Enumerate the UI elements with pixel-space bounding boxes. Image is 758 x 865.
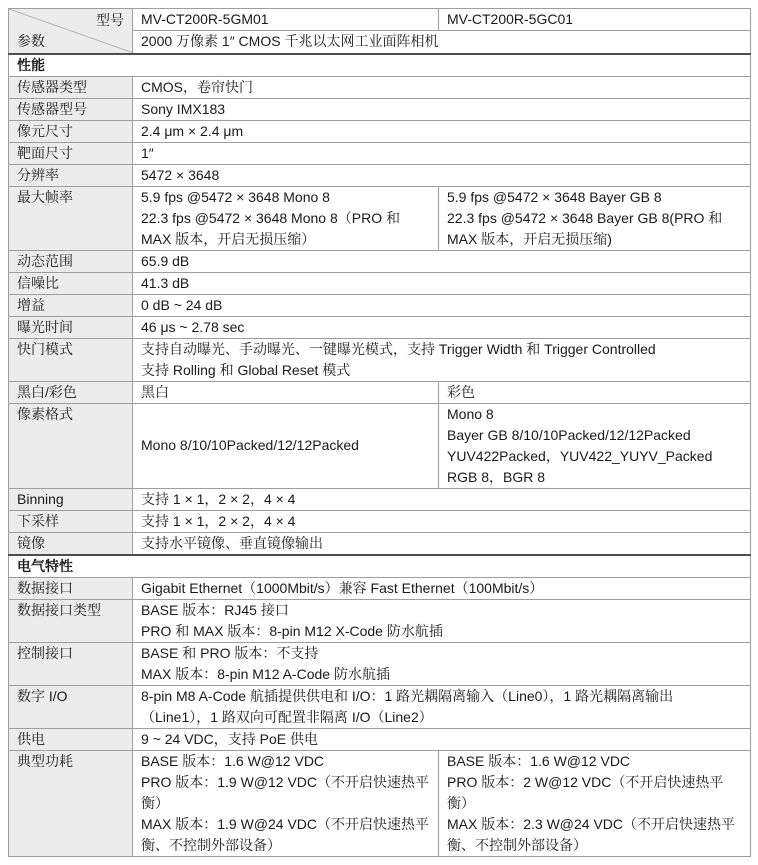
spec-row-label: 数据接口类型 bbox=[9, 599, 133, 642]
spec-row-label: 控制接口 bbox=[9, 642, 133, 685]
spec-row bbox=[9, 599, 751, 642]
spec-row-label: 动态范围 bbox=[9, 250, 133, 272]
spec-value-line: 0 dB ~ 24 dB bbox=[141, 296, 223, 313]
spec-value-cell bbox=[133, 338, 751, 381]
spec-value-cell bbox=[133, 76, 751, 98]
spec-value-line: 支持水平镜像、垂直镜像输出 bbox=[141, 534, 323, 551]
spec-row-label: 传感器型号 bbox=[9, 98, 133, 120]
spec-value-cell bbox=[133, 510, 751, 532]
spec-value-line: PRO 和 MAX 版本：8-pin M12 X-Code 防水航插 bbox=[141, 622, 443, 639]
spec-row bbox=[9, 76, 751, 98]
spec-row bbox=[9, 164, 751, 186]
spec-value-line: Sony IMX183 bbox=[141, 100, 226, 117]
spec-row bbox=[9, 294, 751, 316]
spec-value-line: MAX 版本：1.9 W@24 VDC（不开启快速热平衡、不控制外部设备） bbox=[141, 815, 430, 853]
spec-row-label: 供电 bbox=[9, 728, 133, 750]
spec-row bbox=[9, 142, 751, 164]
spec-value-line: 1″ bbox=[141, 144, 154, 161]
spec-row bbox=[9, 685, 751, 728]
spec-value-line: 5472 × 3648 bbox=[141, 166, 220, 183]
spec-value-cell bbox=[133, 403, 439, 488]
spec-value-line: 2.4 μm × 2.4 μm bbox=[141, 122, 244, 139]
spec-row bbox=[9, 381, 751, 403]
spec-value-line: 41.3 dB bbox=[141, 274, 190, 291]
spec-value-line: 彩色 bbox=[447, 383, 475, 400]
model-header-row bbox=[9, 9, 751, 31]
spec-value-cell bbox=[439, 403, 751, 488]
spec-row-label: 数字 I/O bbox=[9, 685, 133, 728]
section-title: 电气特性 bbox=[9, 555, 751, 578]
spec-row bbox=[9, 272, 751, 294]
spec-row bbox=[9, 728, 751, 750]
spec-value-cell bbox=[133, 599, 751, 642]
spec-row-label: 像元尺寸 bbox=[9, 120, 133, 142]
spec-value-line: BASE 版本：1.6 W@12 VDC bbox=[141, 752, 325, 769]
spec-row-label: 最大帧率 bbox=[9, 186, 133, 250]
spec-row-label: 下采样 bbox=[9, 510, 133, 532]
corner-cell bbox=[9, 9, 133, 54]
spec-row bbox=[9, 98, 751, 120]
spec-row-label: Binning bbox=[9, 488, 133, 510]
section-header-row bbox=[9, 555, 751, 578]
spec-value-line: CMOS，卷帘快门 bbox=[141, 78, 253, 95]
spec-row-label: 靶面尺寸 bbox=[9, 142, 133, 164]
spec-row-label: 信噪比 bbox=[9, 272, 133, 294]
spec-value-line: 支持自动曝光、手动曝光、一键曝光模式，支持 Trigger Width 和 Trigger Controlled bbox=[141, 340, 656, 357]
spec-value-cell bbox=[133, 120, 751, 142]
product-description: 2000 万像素 1″ CMOS 千兆以太网工业面阵相机 bbox=[133, 31, 751, 54]
spec-value-cell bbox=[133, 98, 751, 120]
spec-value-cell bbox=[133, 750, 439, 856]
spec-value-cell bbox=[133, 488, 751, 510]
spec-row bbox=[9, 488, 751, 510]
spec-value-line: 9 ~ 24 VDC，支持 PoE 供电 bbox=[141, 730, 319, 747]
spec-row bbox=[9, 532, 751, 555]
spec-value-line: BASE 版本：RJ45 接口 bbox=[141, 601, 289, 618]
spec-value-line: YUV422Packed，YUV422_YUYV_Packed bbox=[447, 447, 713, 464]
spec-value-line: Mono 8 bbox=[447, 405, 494, 422]
spec-row bbox=[9, 577, 751, 599]
spec-value-line: BASE 和 PRO 版本：不支持 bbox=[141, 644, 319, 661]
spec-row bbox=[9, 403, 751, 488]
spec-row bbox=[9, 642, 751, 685]
spec-value-cell bbox=[133, 142, 751, 164]
camera-spec-table bbox=[8, 8, 751, 857]
spec-value-line: 8-pin M8 A-Code 航插提供供电和 I/O：1 路光耦隔离输入（Line0），1 路光耦隔离输出（Line1），1 路双向可配置非隔离 I/O（Line2） bbox=[141, 687, 674, 725]
spec-row-label: 像素格式 bbox=[9, 403, 133, 488]
spec-row-label: 分辨率 bbox=[9, 164, 133, 186]
spec-value-line: 支持 1 × 1，2 × 2，4 × 4 bbox=[141, 512, 296, 529]
spec-value-cell bbox=[133, 250, 751, 272]
spec-value-line: BASE 版本：1.6 W@12 VDC bbox=[447, 752, 631, 769]
spec-value-line: PRO 版本：1.9 W@12 VDC（不开启快速热平衡） bbox=[141, 773, 430, 811]
spec-value-cell bbox=[133, 532, 751, 555]
spec-row-label: 增益 bbox=[9, 294, 133, 316]
spec-value-cell bbox=[133, 577, 751, 599]
spec-value-cell bbox=[133, 272, 751, 294]
corner-label-model: 型号 bbox=[96, 12, 124, 28]
spec-value-cell bbox=[133, 685, 751, 728]
spec-row-label: 镜像 bbox=[9, 532, 133, 555]
spec-value-cell bbox=[133, 294, 751, 316]
spec-value-line: 22.3 fps @5472 × 3648 Bayer GB 8(PRO 和 MAX 版本，开启无损压缩) bbox=[447, 209, 723, 247]
spec-value-line: 支持 Rolling 和 Global Reset 模式 bbox=[141, 361, 351, 378]
spec-row bbox=[9, 510, 751, 532]
spec-value-line: 黑白 bbox=[141, 383, 169, 400]
spec-value-line: MAX 版本：2.3 W@24 VDC（不开启快速热平衡、不控制外部设备） bbox=[447, 815, 736, 853]
spec-row bbox=[9, 338, 751, 381]
spec-row bbox=[9, 120, 751, 142]
spec-value-line: MAX 版本：8-pin M12 A-Code 防水航插 bbox=[141, 665, 390, 682]
spec-row-label: 数据接口 bbox=[9, 577, 133, 599]
spec-value-cell bbox=[133, 164, 751, 186]
spec-value-line: Gigabit Ethernet（1000Mbit/s）兼容 Fast Ethernet（100Mbit/s） bbox=[141, 579, 544, 596]
spec-value-cell bbox=[133, 728, 751, 750]
spec-value-line: Bayer GB 8/10/10Packed/12/12Packed bbox=[447, 426, 691, 443]
spec-value-line: Mono 8/10/10Packed/12/12Packed bbox=[141, 437, 359, 453]
spec-value-line: 22.3 fps @5472 × 3648 Mono 8（PRO 和 MAX 版本，开启无损压缩） bbox=[141, 209, 400, 247]
spec-row-label: 快门模式 bbox=[9, 338, 133, 381]
spec-value-line: 65.9 dB bbox=[141, 252, 190, 269]
spec-value-line: 46 μs ~ 2.78 sec bbox=[141, 318, 245, 335]
spec-row-label: 曝光时间 bbox=[9, 316, 133, 338]
spec-row-label: 黑白/彩色 bbox=[9, 381, 133, 403]
spec-value-line: RGB 8，BGR 8 bbox=[447, 468, 546, 485]
spec-value-cell bbox=[133, 381, 439, 403]
spec-value-cell bbox=[439, 186, 751, 250]
spec-value-line: 5.9 fps @5472 × 3648 Bayer GB 8 bbox=[447, 188, 662, 205]
spec-row bbox=[9, 316, 751, 338]
section-title: 性能 bbox=[9, 54, 751, 77]
section-header-row bbox=[9, 54, 751, 77]
model-name-mono: MV-CT200R-5GM01 bbox=[133, 9, 439, 31]
spec-row bbox=[9, 250, 751, 272]
spec-row-label: 传感器类型 bbox=[9, 76, 133, 98]
spec-row-label: 典型功耗 bbox=[9, 750, 133, 856]
spec-value-line: 5.9 fps @5472 × 3648 Mono 8 bbox=[141, 188, 330, 205]
spec-row bbox=[9, 186, 751, 250]
spec-value-cell bbox=[133, 316, 751, 338]
spec-value-cell bbox=[133, 642, 751, 685]
spec-row bbox=[9, 750, 751, 856]
spec-value-line: 支持 1 × 1，2 × 2，4 × 4 bbox=[141, 490, 296, 507]
spec-value-line: PRO 版本：2 W@12 VDC（不开启快速热平衡） bbox=[447, 773, 724, 811]
corner-label-parameter: 参数 bbox=[17, 32, 45, 49]
spec-value-cell bbox=[133, 186, 439, 250]
model-name-color: MV-CT200R-5GC01 bbox=[439, 9, 751, 31]
spec-value-cell bbox=[439, 750, 751, 856]
spec-value-cell bbox=[439, 381, 751, 403]
